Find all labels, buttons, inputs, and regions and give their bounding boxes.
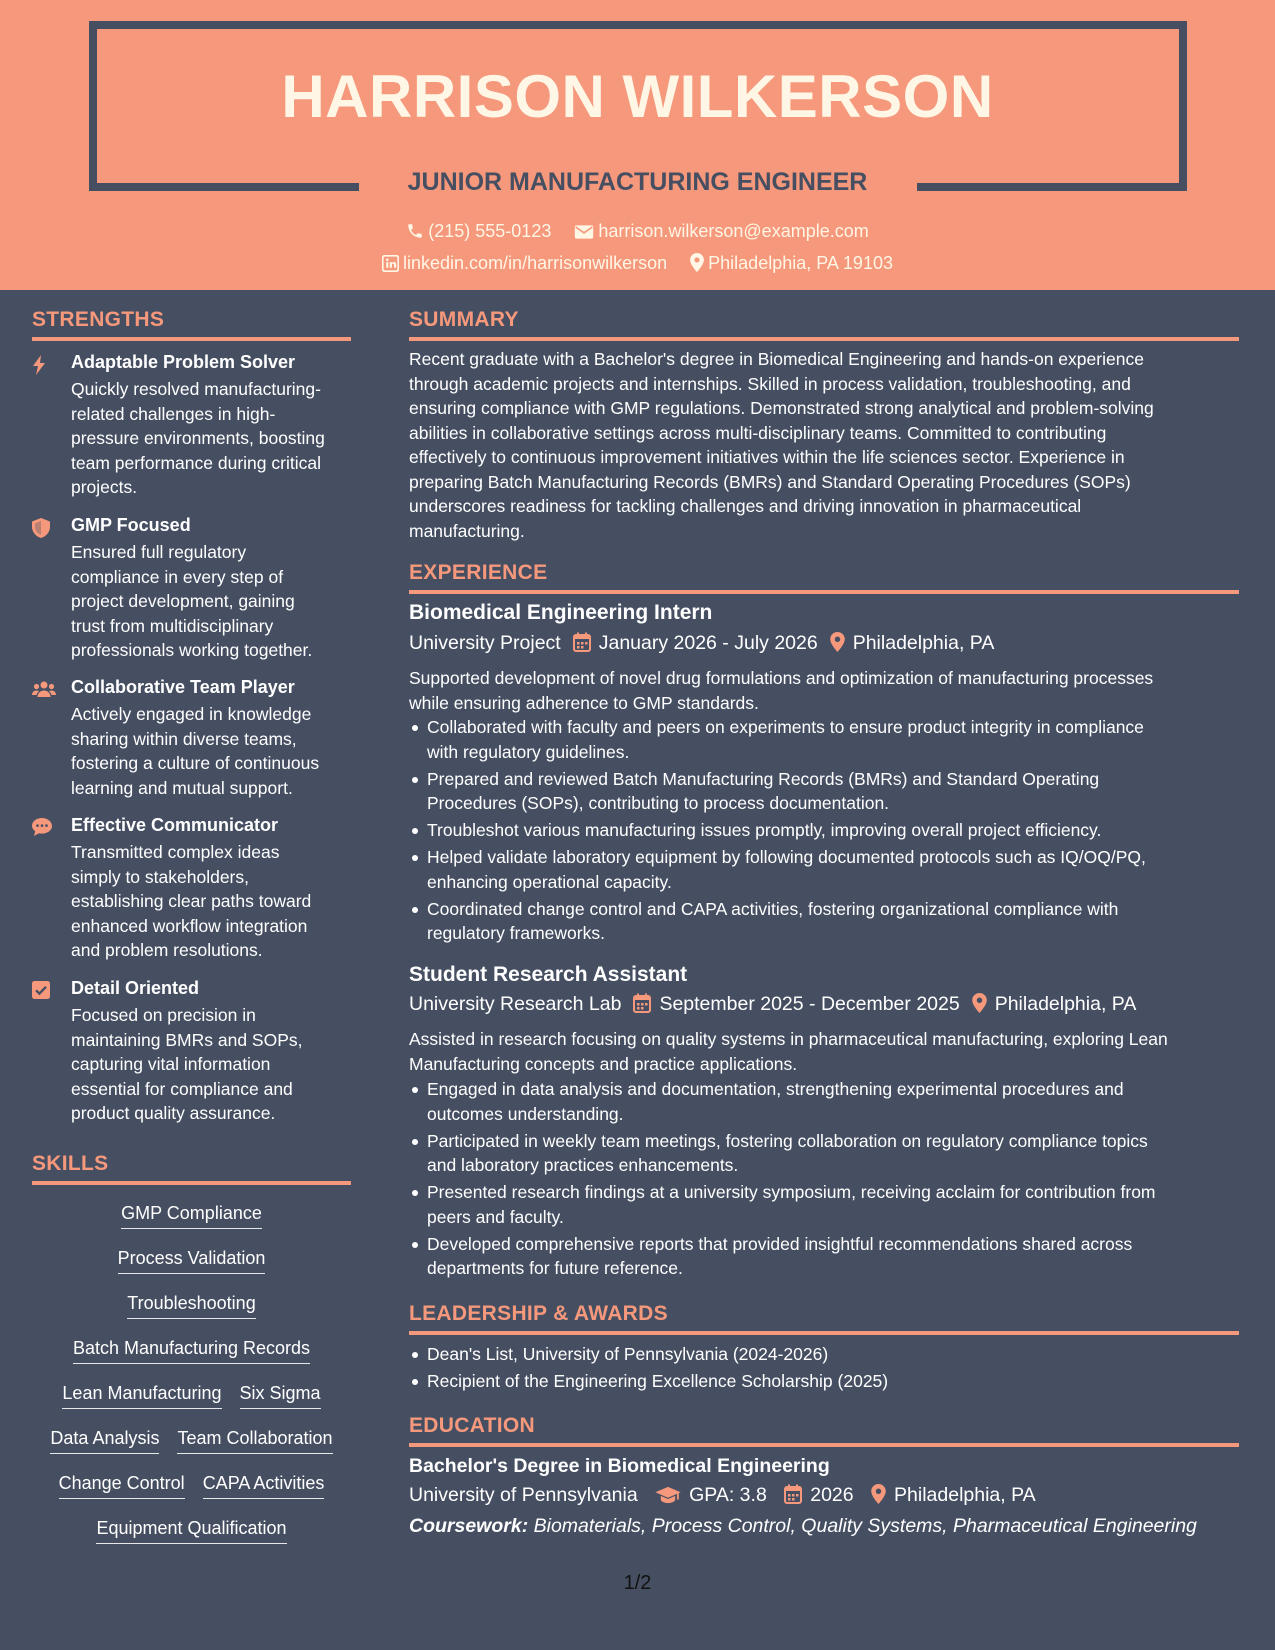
text-line: underscores readiness for tackling challenges and driving innovation in pharmaceutical bbox=[409, 496, 1082, 516]
text-line: Helped validate laboratory equipment by following documented protocols such as IQ/OQ/PQ, bbox=[427, 847, 1146, 867]
text-line: Ensured full regulatory bbox=[71, 542, 247, 562]
envelope-icon bbox=[574, 224, 594, 240]
text-line: Troubleshot various manufacturing issues promptly, improving overall project efficiency. bbox=[427, 820, 1102, 840]
text-line: team performance during critical bbox=[71, 452, 321, 473]
text-line: enhancing operational capacity. bbox=[427, 871, 672, 892]
text-line: while ensuring adherence to GMP standards. bbox=[409, 692, 759, 713]
job-bullets bbox=[409, 715, 1257, 948]
job-location-text: Philadelphia, PA bbox=[994, 993, 1137, 1015]
job-location-text: Philadelphia, PA bbox=[852, 632, 995, 654]
calendar-icon bbox=[633, 993, 651, 1013]
page-number: 1/2 bbox=[623, 1572, 652, 1594]
strength-description bbox=[71, 840, 351, 963]
map-pin-icon bbox=[871, 1484, 886, 1504]
skill-tag: Team Collaboration bbox=[177, 1428, 332, 1454]
text-line: Assisted in research focusing on quality systems in pharmaceutical manufacturing, exploring Lean bbox=[409, 1029, 1168, 1049]
text-line: fostering a culture of continuous bbox=[71, 753, 320, 773]
text-line: effectively to continuous improvement initiatives within the life sciences sector. Experience in bbox=[409, 447, 1125, 467]
text-line: related challenges in high- bbox=[71, 403, 276, 424]
list-item bbox=[427, 1129, 1257, 1178]
text-line: outcomes understanding. bbox=[427, 1103, 624, 1124]
job-location bbox=[830, 632, 995, 655]
job-role: Student Research Assistant bbox=[409, 963, 688, 986]
coursework bbox=[409, 1515, 1197, 1538]
text-line: abilities in collaborative settings across multi-disciplinary teams. Committed to contributing bbox=[409, 422, 1107, 443]
strength-title: GMP Focused bbox=[71, 515, 191, 535]
job-dates bbox=[633, 993, 959, 1016]
text-line: Transmitted complex ideas bbox=[71, 842, 280, 862]
job-description bbox=[409, 666, 1239, 715]
job-role: Biomedical Engineering Intern bbox=[409, 601, 713, 624]
job-meta bbox=[409, 993, 1148, 1016]
text-line: compliance in every step of bbox=[71, 566, 284, 587]
text-line: sharing within diverse teams, bbox=[71, 728, 297, 749]
list-item bbox=[427, 1232, 1257, 1281]
education-meta bbox=[409, 1484, 1048, 1507]
summary-rule bbox=[409, 337, 1239, 341]
school-name: University of Pennsylvania bbox=[409, 1484, 638, 1506]
text-line: Developed comprehensive reports that provided insightful recommendations shared across bbox=[427, 1233, 1133, 1254]
education-heading: EDUCATION bbox=[409, 1414, 535, 1437]
skills-row bbox=[32, 1203, 351, 1229]
text-line: simply to stakeholders, bbox=[71, 866, 249, 887]
text-line: Quickly resolved manufacturing- bbox=[71, 379, 321, 399]
job-org: University Project bbox=[409, 632, 561, 654]
skill-tag: Batch Manufacturing Records bbox=[73, 1338, 310, 1364]
job-meta bbox=[409, 632, 1006, 655]
text-line: Coordinated change control and CAPA activities, fostering organizational compliance with bbox=[427, 898, 1119, 919]
candidate-name: HARRISON WILKERSON bbox=[281, 63, 994, 130]
users-icon bbox=[32, 680, 54, 700]
text-line: establishing clear paths toward bbox=[71, 891, 312, 911]
text-line: Participated in weekly team meetings, fostering collaboration on regulatory compliance topics bbox=[427, 1130, 1148, 1151]
text-line: learning and mutual support. bbox=[71, 777, 293, 798]
skills-row bbox=[32, 1293, 351, 1319]
candidate-title: JUNIOR MANUFACTURING ENGINEER bbox=[407, 168, 868, 196]
text-line: and laboratory practices enhancements. bbox=[427, 1155, 739, 1175]
job-location bbox=[972, 993, 1137, 1016]
text-line: Engaged in data analysis and documentation, strengthening experimental procedures and bbox=[427, 1079, 1124, 1099]
phone-text: (215) 555-0123 bbox=[428, 220, 552, 241]
job-dates-text: January 2026 - July 2026 bbox=[598, 632, 818, 654]
job-description bbox=[409, 1027, 1239, 1076]
strengths-rule bbox=[32, 337, 351, 341]
strength-description bbox=[71, 540, 351, 663]
list-item bbox=[427, 715, 1257, 764]
leadership-rule bbox=[409, 1331, 1239, 1335]
skills-heading: SKILLS bbox=[32, 1152, 109, 1175]
strength-description bbox=[71, 377, 351, 500]
coursework-label: Coursework: bbox=[409, 1515, 529, 1537]
skill-tag: Equipment Qualification bbox=[96, 1518, 286, 1544]
education-rule bbox=[409, 1443, 1239, 1447]
degree-title: Bachelor's Degree in Biomedical Engineering bbox=[409, 1455, 830, 1477]
map-pin-icon bbox=[830, 632, 845, 652]
coursework-text: Biomaterials, Process Control, Quality Systems, Pharmaceutical Engineering bbox=[533, 1515, 1197, 1537]
text-line: regulatory frameworks. bbox=[427, 923, 605, 943]
strength-title: Collaborative Team Player bbox=[71, 677, 295, 697]
gpa bbox=[655, 1484, 767, 1507]
experience-heading: EXPERIENCE bbox=[409, 561, 548, 584]
header-frame-top bbox=[89, 21, 1187, 29]
text-line: and problem resolutions. bbox=[71, 940, 263, 960]
text-line: preparing Batch Manufacturing Records (BMRs) and Standard Operating Procedures (SOPs) bbox=[409, 471, 1131, 492]
skill-tag: CAPA Activities bbox=[203, 1473, 325, 1499]
checkbox-icon bbox=[32, 981, 54, 1001]
map-pin-icon bbox=[690, 253, 704, 272]
text-line: through academic projects and internships. Skilled in process validation, troubleshooting, and bbox=[409, 373, 1131, 394]
text-line: Actively engaged in knowledge bbox=[71, 704, 312, 724]
text-line: projects. bbox=[71, 477, 138, 497]
skills-row bbox=[32, 1473, 351, 1499]
text-line: departments for future reference. bbox=[427, 1258, 683, 1278]
phone-icon bbox=[406, 222, 424, 240]
text-line: Procedures (SOPs), contributing to process documentation. bbox=[427, 793, 890, 813]
strength-title: Adaptable Problem Solver bbox=[71, 352, 296, 372]
text-line: Focused on precision in bbox=[71, 1005, 256, 1025]
graduation-year bbox=[784, 1484, 853, 1507]
comment-icon bbox=[32, 818, 54, 838]
skill-tag: Troubleshooting bbox=[127, 1293, 255, 1319]
text-line: trust from multidisciplinary bbox=[71, 615, 274, 636]
list-item bbox=[427, 1180, 1257, 1229]
contact-location bbox=[690, 253, 893, 274]
text-line: peers and faculty. bbox=[427, 1206, 564, 1227]
list-item bbox=[427, 897, 1257, 946]
text-line: maintaining BMRs and SOPs, bbox=[71, 1029, 303, 1050]
graduation-cap-icon bbox=[655, 1486, 681, 1504]
contact-row-1 bbox=[0, 220, 1275, 242]
skill-tag: Lean Manufacturing bbox=[62, 1383, 221, 1409]
text-line: pressure environments, boosting bbox=[71, 428, 325, 448]
skill-tag: Six Sigma bbox=[240, 1383, 321, 1409]
calendar-icon bbox=[573, 632, 591, 652]
contact-linkedin[interactable] bbox=[382, 253, 667, 274]
text-line: with regulatory guidelines. bbox=[427, 741, 630, 762]
list-item bbox=[427, 818, 1257, 843]
bolt-icon bbox=[32, 355, 54, 375]
skills-row bbox=[32, 1518, 351, 1544]
text-line: manufacturing. bbox=[409, 520, 525, 541]
linkedin-icon bbox=[382, 255, 399, 272]
contact-email[interactable] bbox=[574, 221, 868, 242]
calendar-icon bbox=[784, 1484, 802, 1504]
contact-row-2 bbox=[0, 252, 1275, 274]
text-line: Collaborated with faculty and peers on experiments to ensure product integrity in compliance bbox=[427, 717, 1144, 737]
text-line: Recent graduate with a Bachelor's degree in Biomedical Engineering and hands-on experience bbox=[409, 349, 1144, 369]
leadership-heading: LEADERSHIP & AWARDS bbox=[409, 1302, 668, 1325]
skill-tag: Change Control bbox=[59, 1473, 185, 1499]
skills-row bbox=[32, 1338, 351, 1364]
summary-heading: SUMMARY bbox=[409, 308, 519, 331]
gpa-text: GPA: 3.8 bbox=[689, 1484, 767, 1506]
email-text: harrison.wilkerson@example.com bbox=[598, 220, 869, 241]
skills-row bbox=[32, 1428, 351, 1454]
shield-icon bbox=[32, 518, 54, 538]
text-line: Manufacturing concepts and practice applications. bbox=[409, 1053, 798, 1074]
strength-description bbox=[71, 702, 351, 800]
strength-title: Detail Oriented bbox=[71, 978, 200, 998]
resume-header bbox=[0, 0, 1275, 290]
list-item bbox=[427, 1077, 1257, 1126]
text-line: capturing vital information bbox=[71, 1054, 271, 1074]
skill-tag: GMP Compliance bbox=[121, 1203, 262, 1229]
location-text: Philadelphia, PA 19103 bbox=[708, 252, 893, 273]
experience-rule bbox=[409, 590, 1239, 594]
text-line: professionals working together. bbox=[71, 640, 313, 660]
skill-tag: Data Analysis bbox=[50, 1428, 159, 1454]
map-pin-icon bbox=[972, 993, 987, 1013]
text-line: Prepared and reviewed Batch Manufacturing Records (BMRs) and Standard Operating bbox=[427, 768, 1100, 789]
linkedin-text: linkedin.com/in/harrisonwilkerson bbox=[403, 252, 668, 273]
strength-description bbox=[71, 1003, 351, 1126]
list-item bbox=[427, 767, 1257, 816]
job-dates bbox=[573, 632, 818, 655]
year-text: 2026 bbox=[810, 1484, 854, 1506]
text-line: essential for compliance and bbox=[71, 1078, 293, 1099]
edu-location-text: Philadelphia, PA bbox=[894, 1484, 1036, 1506]
summary-text bbox=[409, 347, 1239, 543]
skill-tag: Process Validation bbox=[118, 1248, 266, 1274]
text-line: ensuring compliance with GMP regulations. Demonstrated strong analytical and problem-solving bbox=[409, 398, 1154, 418]
job-dates-text: September 2025 - December 2025 bbox=[659, 993, 960, 1015]
list-item bbox=[427, 845, 1257, 894]
strengths-heading: STRENGTHS bbox=[32, 308, 165, 331]
list-item: Dean's List, University of Pennsylvania (2024-2026) bbox=[427, 1342, 1257, 1367]
contact-phone[interactable] bbox=[406, 221, 551, 242]
text-line: product quality assurance. bbox=[71, 1103, 276, 1123]
skills-row bbox=[32, 1383, 351, 1409]
text-line: Presented research findings at a university symposium, receiving acclaim for contribution from bbox=[427, 1182, 1156, 1202]
education-location bbox=[871, 1484, 1036, 1507]
skills-rule bbox=[32, 1181, 351, 1185]
list-item: Recipient of the Engineering Excellence Scholarship (2025) bbox=[427, 1369, 1257, 1394]
job-bullets bbox=[409, 1077, 1257, 1283]
text-line: project development, gaining bbox=[71, 591, 295, 611]
leadership-list bbox=[409, 1342, 1257, 1396]
skills-row bbox=[32, 1248, 351, 1274]
text-line: Supported development of novel drug formulations and optimization of manufacturing processes bbox=[409, 668, 1154, 688]
strength-title: Effective Communicator bbox=[71, 815, 279, 835]
text-line: enhanced workflow integration bbox=[71, 915, 308, 936]
job-org: University Research Lab bbox=[409, 993, 622, 1015]
